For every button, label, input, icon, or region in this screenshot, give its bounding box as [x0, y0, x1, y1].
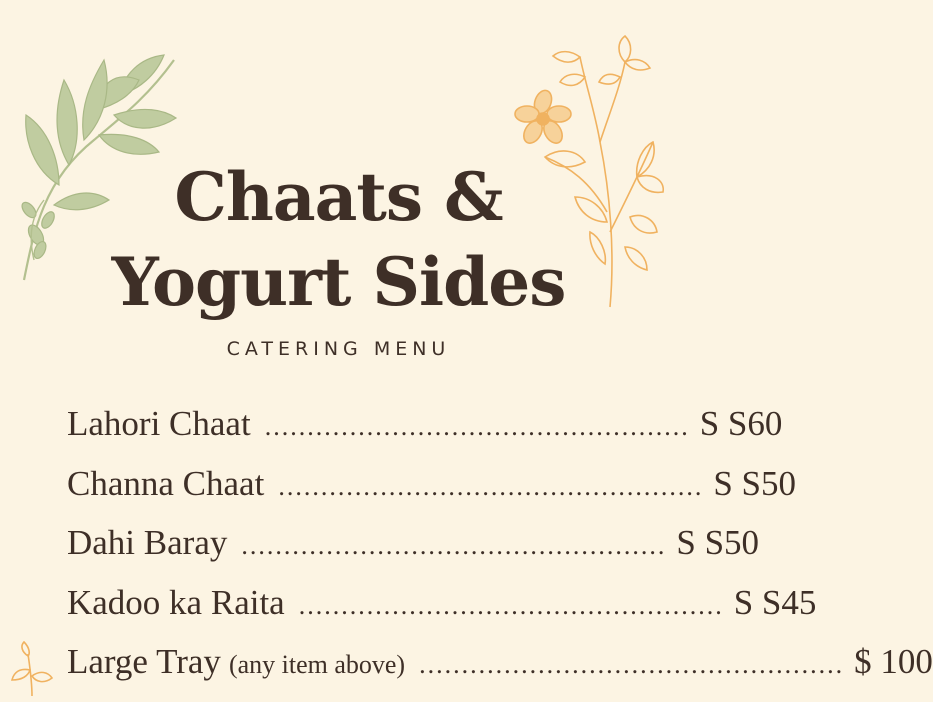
menu-item-name: Dahi Baray	[67, 523, 228, 562]
menu-item	[67, 463, 796, 524]
page-title-line-2: Yogurt Sides	[111, 243, 566, 321]
page-subtitle: CATERING MENU	[226, 338, 451, 360]
page-title-line-1: Chaats &	[174, 158, 503, 236]
menu-item	[67, 582, 817, 643]
leader-dots: ..................................................	[278, 471, 704, 501]
menu-item-name: Kadoo ka Raita	[67, 582, 285, 622]
menu-list	[67, 404, 933, 702]
menu-item-price: S S60	[699, 404, 783, 443]
menu-item-price: S S50	[676, 523, 760, 562]
menu-item-price: $ 100	[854, 642, 933, 681]
menu-item-price: S S50	[713, 463, 796, 503]
menu-item-name: Large Tray	[67, 642, 221, 681]
menu-item-note: (any item above)	[228, 650, 406, 679]
menu-item	[67, 523, 760, 583]
leader-dots: ..................................................	[241, 531, 667, 560]
menu-item-name: Lahori Chaat	[67, 404, 251, 443]
menu-item	[67, 642, 933, 702]
menu-item	[67, 404, 783, 464]
menu-item-price: S S45	[733, 582, 817, 622]
leader-dots: ..................................................	[264, 412, 690, 441]
leader-dots: ..................................................	[298, 590, 724, 620]
leader-dots: ..................................................	[419, 650, 845, 679]
small-sprig-icon	[8, 646, 56, 696]
menu-item-name: Channa Chaat	[67, 463, 265, 503]
